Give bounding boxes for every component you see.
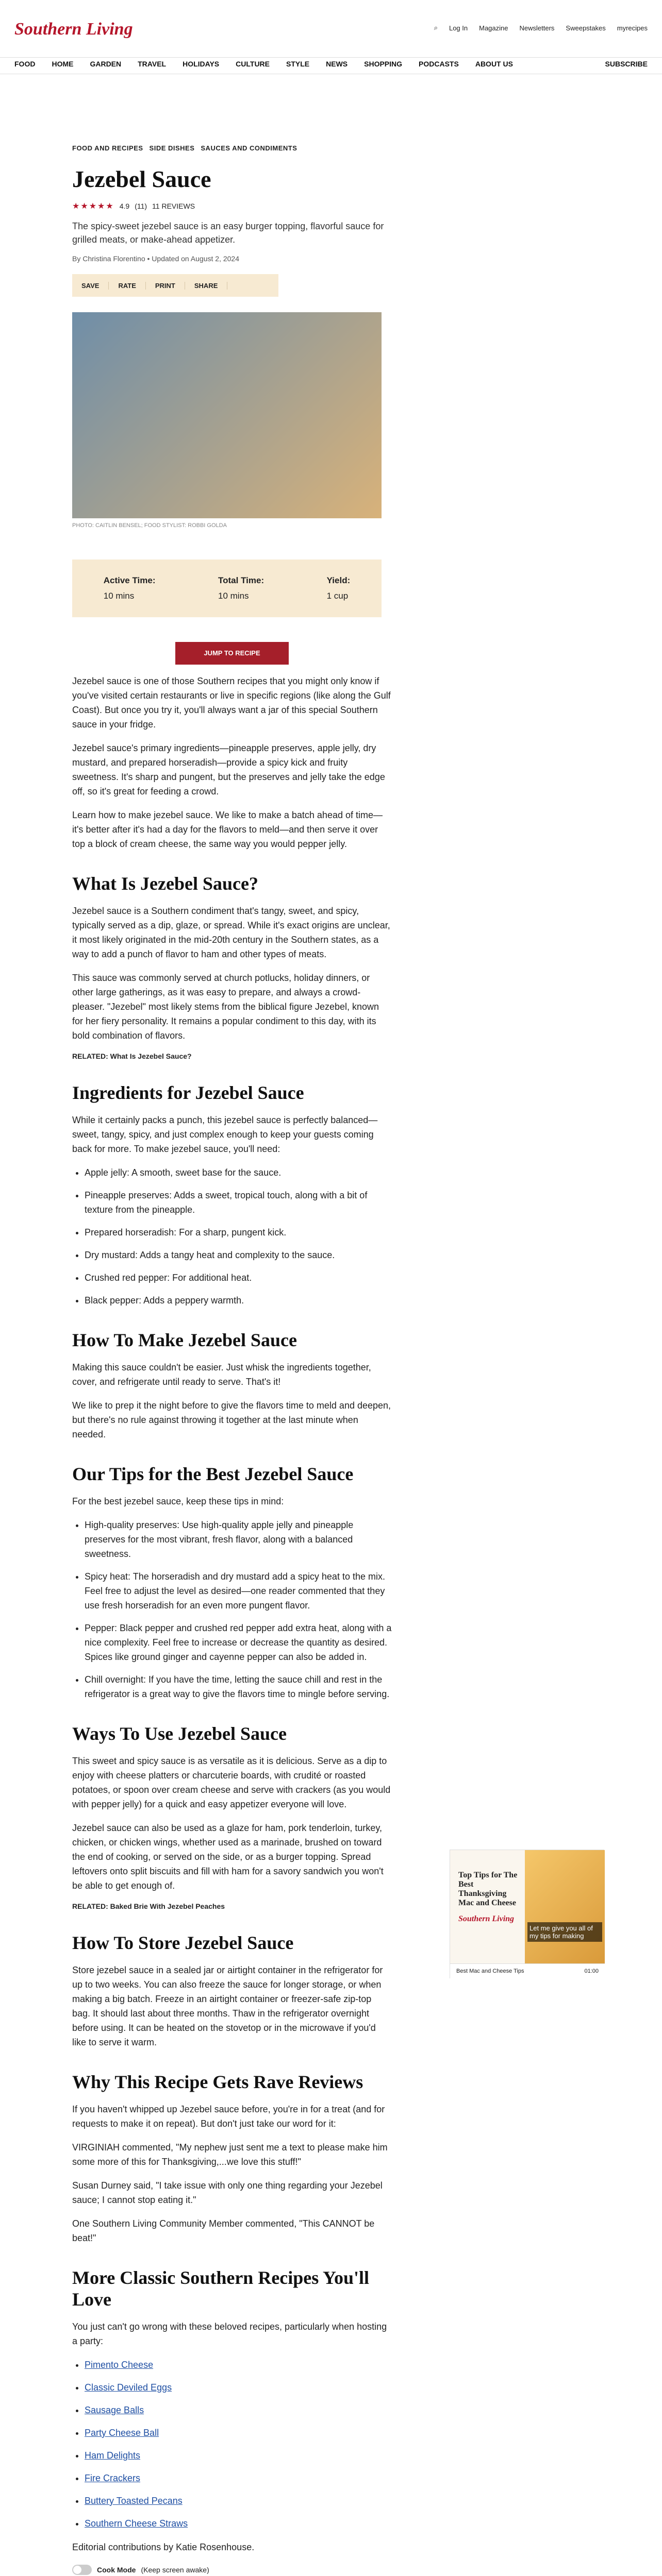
- nav-holidays[interactable]: HOLIDAYS: [183, 59, 220, 68]
- more-recipes-list: [85, 2358, 392, 2531]
- top-actions: [434, 24, 648, 32]
- site-logo[interactable]: Southern Living: [14, 20, 133, 39]
- jump-to-recipe-button[interactable]: JUMP TO RECIPE: [175, 642, 289, 665]
- store-paragraph: Store jezebel sauce in a sealed jar or airtight container in the refrigerator for up to two weeks. You can also freeze the sauce for longer storage, or when making a big batch. Freeze in an airtight container or freezer-safe zip-top bag. It should last about three months. Thaw in the refrigerator overnight before using. It can be heated on the stovetop or in the microwave if you'd like to serve it warm.: [72, 1965, 383, 2047]
- ad-title: Top Tips for The Best Thanksgiving Mac and Cheese: [458, 1871, 518, 1907]
- list-item: • Apple jelly: A smooth, sweet base for the sauce.: [85, 1165, 392, 1180]
- section-heading-rave: Why This Recipe Gets Rave Reviews: [72, 2072, 363, 2092]
- tips-intro: For the best jezebel sauce, keep these tips in mind:: [72, 1496, 284, 1506]
- list-item: • High-quality preserves: Use high-quality apple jelly and pineapple preserves for the most vibrant, fresh flavor, along with a balanced sweetness.: [85, 1518, 392, 1561]
- main-navigation: [0, 54, 662, 74]
- recipe-link[interactable]: Classic Deviled Eggs: [85, 2382, 172, 2393]
- nav-home[interactable]: HOME: [52, 59, 74, 68]
- article-description: The spicy-sweet jezebel sauce is an easy burger topping, flavorful sauce for grilled meats, or make-ahead appetizer.: [72, 221, 384, 245]
- section-heading-tips: Our Tips for the Best Jezebel Sauce: [72, 1464, 354, 1484]
- rating-score: 4.9: [119, 202, 130, 210]
- total-time: Total Time: 10 mins: [218, 575, 264, 601]
- related-link-2[interactable]: RELATED: Baked Brie With Jezebel Peaches: [72, 1902, 225, 1910]
- page-title: Jezebel Sauce: [72, 166, 211, 192]
- video-ad[interactable]: [450, 1850, 604, 1978]
- how-paragraph-2: We like to prep it the night before to give the flavors time to meld and deepen, but there's no rule against throwing it together at the last minute when needed.: [72, 1400, 391, 1439]
- search-icon[interactable]: ⌕: [434, 24, 438, 31]
- recipe-link[interactable]: Fire Crackers: [85, 2473, 141, 2483]
- toggle-icon[interactable]: [72, 2565, 92, 2575]
- recipe-meta: [72, 560, 382, 617]
- cook-mode-toggle[interactable]: [72, 2565, 392, 2575]
- byline: By Christina Florentino • Updated on August 2, 2024: [72, 255, 239, 263]
- list-item: • Prepared horseradish: For a sharp, pungent kick.: [85, 1225, 392, 1240]
- breadcrumb: [72, 144, 392, 152]
- nav-style[interactable]: STYLE: [286, 59, 310, 68]
- list-item: • Pepper: Black pepper and crushed red pepper add extra heat, along with a nice complexity. Feel free to increase or decrease the quantity as desired. Spices like ground ginger and cayenne pepper can also be added in.: [85, 1621, 392, 1664]
- cook-mode-note: (Keep screen awake): [141, 2566, 209, 2574]
- ad-time: 01:00: [584, 1968, 599, 1974]
- nav-news[interactable]: NEWS: [326, 59, 348, 68]
- tips-list: [85, 1518, 392, 1701]
- action-bar: [72, 274, 278, 297]
- hero-image: [72, 312, 382, 518]
- yield: Yield: 1 cup: [326, 575, 351, 601]
- rave-paragraph-3: Susan Durney said, "I take issue with only one thing regarding your Jezebel sauce; I cannot stop eating it.": [72, 2180, 383, 2205]
- top-bar: [0, 0, 662, 58]
- intro-paragraph-3: Learn how to make jezebel sauce. We like to make a batch ahead of time—it's better after it's had a day for the flavors to meld—and then serve it over top a block of cream cheese, the same way you would pepper jelly.: [72, 810, 383, 849]
- how-paragraph-1: Making this sauce couldn't be easier. Just whisk the ingredients together, cover, and refrigerate until ready to serve. That's it!: [72, 1362, 371, 1387]
- list-item: • Crushed red pepper: For additional heat.: [85, 1270, 392, 1285]
- recipe-link[interactable]: Southern Cheese Straws: [85, 2518, 188, 2529]
- cook-mode-label: Cook Mode: [97, 2566, 136, 2574]
- what-paragraph-2: This sauce was commonly served at church potlucks, holiday dinners, or other large gatherings, as it was easy to prepare, and always a crowd-pleaser. "Jezebel" most likely stems from the biblical figure Jezebel, known for her fiery personality. It remains a popular condiment to this day, with its bold combination of flavors.: [72, 973, 379, 1041]
- rave-paragraph-1: If you haven't whipped up Jezebel sauce before, you're in for a treat (and for requests to make it on repeat). But don't just take our word for it:: [72, 2104, 385, 2129]
- more-intro: You just can't go wrong with these beloved recipes, particularly when hosting a party:: [72, 2321, 387, 2346]
- related-link-1[interactable]: RELATED: What Is Jezebel Sauce?: [72, 1052, 192, 1060]
- share-button[interactable]: SHARE: [185, 282, 228, 290]
- list-item: • Chill overnight: If you have the time, letting the sauce chill and rest in the refrigerator is a great way to give the flavors time to mingle before serving.: [85, 1672, 392, 1701]
- list-item: • Dry mustard: Adds a tangy heat and complexity to the sauce.: [85, 1248, 392, 1262]
- nav-about-us[interactable]: ABOUT US: [475, 59, 513, 68]
- breadcrumb-sauces[interactable]: SAUCES AND CONDIMENTS: [201, 144, 297, 152]
- reviews-link[interactable]: 11 REVIEWS: [152, 202, 195, 210]
- list-item: • Spicy heat: The horseradish and dry mustard add a spicy heat to the mix. Feel free to adjust the level as desired—one reader commented that they use fresh horseradish for an even more pungent flavor.: [85, 1569, 392, 1613]
- ad-overlay-text: Let me give you all of my tips for making: [527, 1922, 602, 1942]
- rating-count: (11): [135, 202, 147, 210]
- article: [72, 144, 392, 2576]
- list-item: • Black pepper: Adds a peppery warmth.: [85, 1293, 392, 1308]
- myrecipes-link[interactable]: myrecipes: [617, 24, 648, 32]
- section-heading-more: More Classic Southern Recipes You'll Love: [72, 2267, 369, 2310]
- intro-paragraph-2: Jezebel sauce's primary ingredients—pineapple preserves, apple jelly, dry mustard, and prepared horseradish—provide a spicy kick and fruity sweetness. It's sharp and pungent, but the preserves and jelly take the edge off, so it's great for feeding a crowd.: [72, 743, 385, 796]
- ways-paragraph-1: This sweet and spicy sauce is as versatile as it is delicious. Serve as a dip to enjoy with cheese platters or charcuterie boards, with crudité or roasted potatoes, or spoon over cream cheese and serve with crackers (as you would with pepper jelly) for a quick and easy appetizer everyone will love.: [72, 1756, 391, 1809]
- nav-podcasts[interactable]: PODCASTS: [419, 59, 459, 68]
- recipe-link[interactable]: Sausage Balls: [85, 2405, 144, 2415]
- rating: [72, 201, 392, 211]
- save-button[interactable]: SAVE: [72, 282, 109, 290]
- rave-paragraph-2: VIRGINIAH commented, "My nephew just sent me a text to please make him some more of this for Thanksgiving,...we love this stuff!": [72, 2142, 388, 2167]
- recipe-link[interactable]: Ham Delights: [85, 2450, 141, 2461]
- print-button[interactable]: PRINT: [146, 282, 185, 290]
- magazine-link[interactable]: Magazine: [479, 24, 508, 32]
- newsletters-link[interactable]: Newsletters: [519, 24, 555, 32]
- ad-footer: [450, 1963, 605, 1979]
- ways-paragraph-2: Jezebel sauce can also be used as a glaze for ham, pork tenderloin, turkey, chicken, or chicken wings, whether used as a marinade, brushed on toward the end of cooking, or served on the side, or as a burger topping. Spread leftovers onto split biscuits and fill with ham for a savory sandwich you won't be able to get enough of.: [72, 1823, 384, 1891]
- photo-caption: PHOTO: CAITLIN BENSEL; FOOD STYLIST: ROBBI GOLDA: [72, 522, 227, 529]
- ad-footer-text: Best Mac and Cheese Tips: [456, 1968, 524, 1974]
- editorial-note: Editorial contributions by Katie Rosenhouse.: [72, 2542, 255, 2552]
- ingredients-intro: While it certainly packs a punch, this jezebel sauce is perfectly balanced—sweet, tangy, spicy, and just complex enough to keep your guests coming back for more. To make jezebel sauce, you'll need:: [72, 1115, 378, 1154]
- list-item: • Pineapple preserves: Adds a sweet, tropical touch, along with a bit of texture from the pineapple.: [85, 1188, 392, 1217]
- recipe-link[interactable]: Party Cheese Ball: [85, 2428, 159, 2438]
- nav-food[interactable]: FOOD: [14, 59, 36, 68]
- login-link[interactable]: Log In: [449, 24, 468, 32]
- recipe-link[interactable]: Buttery Toasted Pecans: [85, 2496, 183, 2506]
- nav-culture[interactable]: CULTURE: [236, 59, 270, 68]
- section-heading-what: What Is Jezebel Sauce?: [72, 873, 258, 894]
- section-heading-store: How To Store Jezebel Sauce: [72, 1933, 294, 1953]
- ad-brand: Southern Living: [458, 1914, 515, 1923]
- subscribe-link[interactable]: SUBSCRIBE: [605, 59, 648, 68]
- nav-travel[interactable]: TRAVEL: [138, 59, 167, 68]
- nav-garden[interactable]: GARDEN: [90, 59, 122, 68]
- active-time: Active Time: 10 mins: [103, 575, 156, 601]
- section-heading-ways: Ways To Use Jezebel Sauce: [72, 1723, 287, 1744]
- ingredients-explained-list: [85, 1165, 392, 1308]
- breadcrumb-side-dishes[interactable]: SIDE DISHES: [149, 144, 195, 152]
- section-heading-how: How To Make Jezebel Sauce: [72, 1330, 297, 1350]
- intro-paragraph-1: Jezebel sauce is one of those Southern recipes that you might only know if you've visited certain restaurants or live in specific regions (like along the Gulf Coast). But once you try it, you'll always want a jar of this special Southern sauce in your fridge.: [72, 676, 391, 730]
- sweepstakes-link[interactable]: Sweepstakes: [566, 24, 606, 32]
- section-heading-ingredients-for: Ingredients for Jezebel Sauce: [72, 1082, 304, 1103]
- what-paragraph-1: Jezebel sauce is a Southern condiment that's tangy, sweet, and spicy, typically served as a dip, glaze, or spread. While it's exact origins are unclear, it most likely originated in the mid-20th century in the Southern states, as a way to add a punch of flavor to ham and other types of meats.: [72, 906, 390, 959]
- rate-button[interactable]: RATE: [109, 282, 145, 290]
- rave-paragraph-4: One Southern Living Community Member commented, "This CANNOT be beat!": [72, 2218, 375, 2243]
- nav-shopping[interactable]: SHOPPING: [364, 59, 403, 68]
- breadcrumb-food[interactable]: FOOD AND RECIPES: [72, 144, 143, 152]
- recipe-link[interactable]: Pimento Cheese: [85, 2360, 154, 2370]
- star-rating-icons[interactable]: ★★★★★: [72, 202, 114, 211]
- ad-image: [525, 1850, 605, 1963]
